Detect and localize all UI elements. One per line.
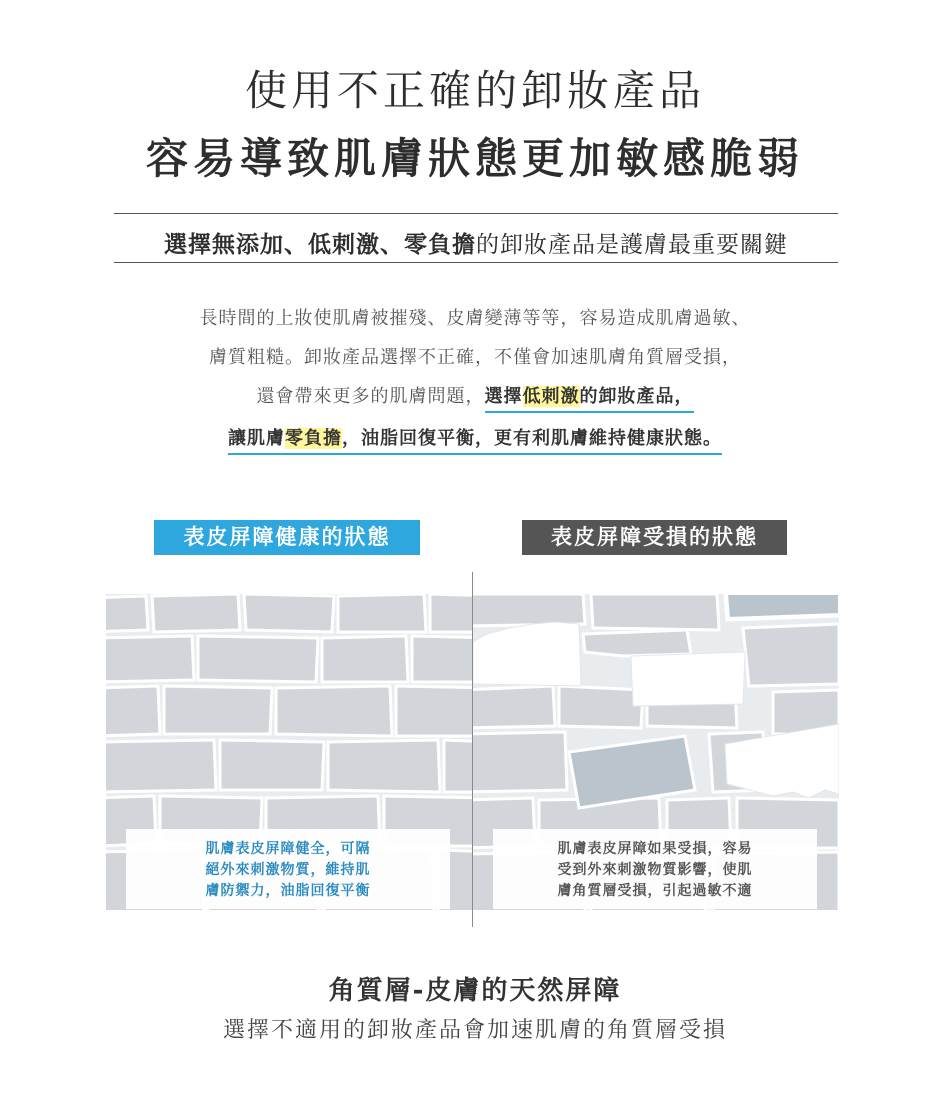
healthy-caption-line-2: 絕外來刺激物質，維持肌 — [205, 862, 371, 878]
damaged-caption-line-3: 膚角質層受損，引起過敏不適 — [557, 883, 753, 899]
subheading-rest: 的卸妝產品是護膚最重要關鍵 — [476, 232, 788, 258]
healthy-caption — [126, 829, 450, 909]
subheading — [114, 226, 838, 259]
body-line-3-plain: 還會帶來更多的肌膚問題， — [256, 386, 485, 407]
damaged-state-label: 表皮屏障受損的狀態 — [522, 520, 787, 555]
body-line-3-bold-a: 選擇 — [484, 386, 523, 407]
damaged-caption — [493, 829, 817, 909]
body-line-4-bold-b: ，油脂回復平衡，更有利肌膚維持健康狀態。 — [342, 428, 722, 449]
damaged-caption-line-1: 肌膚表皮屏障如果受損，容易 — [557, 841, 753, 857]
page-title-line2: 容易導致肌膚狀態更加敏感脆弱 — [145, 134, 804, 183]
body-line-4 — [0, 424, 950, 450]
body-line-4-emphasis — [228, 428, 722, 455]
highlight-low-irritation: 低刺激 — [522, 386, 580, 407]
healthy-state-label: 表皮屏障健康的狀態 — [154, 520, 420, 555]
healthy-caption-line-1: 肌膚表皮屏障健全，可隔 — [205, 841, 371, 857]
subheading-bold: 選擇無添加、低刺激、零負擔 — [164, 232, 476, 258]
rule-bottom — [114, 262, 838, 263]
body-line-2: 膚質粗糙。卸妝產品選擇不正確，不僅會加速肌膚角質層受損， — [209, 347, 741, 368]
body-line-3-bold-b: 的卸妝產品， — [579, 386, 694, 407]
body-line-4-bold-a: 讓肌膚 — [228, 428, 285, 449]
healthy-caption-line-3: 膚防禦力，油脂回復平衡 — [205, 883, 371, 899]
footer-heading: 角質層-皮膚的天然屏障 — [328, 976, 622, 1006]
body-line-3 — [0, 382, 950, 408]
rule-top — [114, 213, 838, 214]
page-title-line1: 使用不正確的卸妝產品 — [244, 66, 705, 115]
body-line-3-emphasis — [485, 386, 694, 413]
highlight-zero-burden: 零負擔 — [285, 428, 342, 449]
body-line-1: 長時間的上妝使肌膚被摧殘、皮膚變薄等等，容易造成肌膚過敏、 — [199, 308, 751, 329]
footer-text: 選擇不適用的卸妝產品會加速肌膚的角質層受損 — [222, 1018, 727, 1043]
damaged-caption-line-2: 受到外來刺激物質影響，使肌 — [557, 862, 753, 878]
